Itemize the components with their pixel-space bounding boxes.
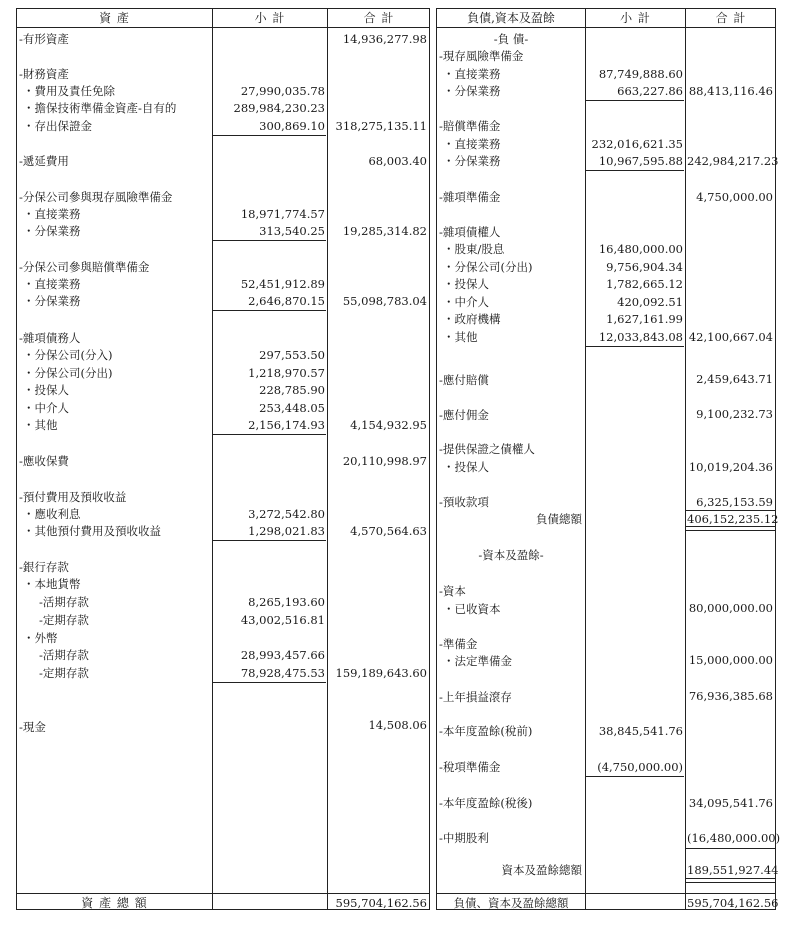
creditors-item-label: ・政府機構 [443,312,501,326]
unexpired-total: 88,413,116.46 [688,84,773,98]
creditors-item-label: ・股東/股息 [443,242,505,256]
reins-unexpired-label: -分保公司參與現存風險準備金 [19,190,173,204]
reins-claims-item-sub: 52,451,912.89 [240,277,325,291]
bank-item-label: -活期存款 [39,595,89,609]
dividend-label: -中期股利 [439,831,489,845]
header-total: 合 計 [363,11,395,25]
capital-item-label: ・已收資本 [443,602,501,616]
liabilities-title: -負 債- [493,32,529,46]
reins-unexpired-item-label: ・直接業務 [23,207,81,221]
creditors-item-sub: 1,782,665.12 [606,277,683,291]
debtors-item-sub: 297,553.50 [259,348,325,362]
bank-item-label: -定期存款 [39,613,89,627]
capital-label: -資本 [439,584,466,598]
creditors-item-label: ・其他 [443,330,478,344]
prepaid-item-sub: 1,298,021.83 [248,524,325,538]
financial-total: 318,275,135.11 [335,119,427,133]
financial-item-label: ・存出保證金 [23,119,92,133]
capital-total-label: 資本及盈餘總額 [501,863,582,877]
bank-item-label: -活期存款 [39,648,89,662]
prepaid-label: -預付費用及預收收益 [19,490,127,504]
creditors-total: 42,100,667.04 [688,330,773,344]
retained-label: -上年損益滾存 [439,690,512,704]
debtors-item-label: ・分保公司(分入) [23,348,113,362]
balance-sheet [16,8,781,910]
capital-total: 80,000,000.00 [688,601,773,615]
prepaid-item-label: ・其他預付費用及預收收益 [23,524,161,538]
unexpired-item-label: ・直接業務 [443,67,501,81]
debtors-item-label: ・投保人 [23,383,69,397]
debtors-item-label: ・分保公司(分出) [23,366,113,380]
reins-unexpired-item-sub: 18,971,774.57 [240,207,325,221]
header-subtotal: 小 計 [620,11,651,25]
unexpired-item-sub: 87,749,888.60 [598,67,683,81]
cash-total: 14,508.06 [368,718,427,732]
misc-reserve-label: -雜項準備金 [439,190,501,204]
advance-total: 6,325,153.59 [696,495,773,509]
reserve-item-label: ・法定準備金 [443,654,512,668]
financial-label: -財務資產 [19,67,69,81]
bank-total: 159,189,643.60 [335,666,427,680]
claims-payable-total: 2,459,643.71 [696,372,773,386]
capital-total: 189,551,927.44 [687,863,779,877]
header-liabilities: 負債,資本及盈餘 [467,11,555,25]
claims-item-label: ・分保業務 [443,154,501,168]
debtors-item-sub: 1,218,970.57 [248,366,325,380]
advance-label: -預收款項 [439,495,489,509]
premiums-total: 20,110,998.97 [342,454,427,468]
prepaid-item-label: ・應收利息 [23,507,81,521]
misc-reserve-total: 4,750,000.00 [696,190,773,204]
unexpired-label: -現存風險準備金 [439,49,524,63]
liabilities-table [436,8,781,910]
reins-unexpired-item-sub: 313,540.25 [259,224,325,238]
bank-item-label: -定期存款 [39,666,89,680]
bank-label: -銀行存款 [19,560,69,574]
reserve-total: 15,000,000.00 [688,653,773,667]
liabilities-grand-total: 595,704,162.56 [687,896,779,910]
reins-claims-item-sub: 2,646,870.15 [248,294,325,308]
debtors-item-sub: 253,448.05 [259,401,325,415]
financial-item-sub: 289,984,230.23 [233,101,325,115]
guarantee-label: -提供保證之債權人 [439,442,535,456]
reins-claims-label: -分保公司參與賠償準備金 [19,260,150,274]
prepaid-total: 4,570,564.63 [350,524,427,538]
reserve-label: -準備金 [439,637,478,651]
claims-payable-label: -應付賠償 [439,373,489,387]
liabilities-total-label: 負債總額 [536,512,582,526]
commission-label: -應付佣金 [439,408,489,422]
header-subtotal: 小 計 [254,11,286,25]
header-total: 合 計 [715,11,747,25]
creditors-item-label: ・中介人 [443,295,489,309]
guarantee-total: 10,019,204.36 [688,460,773,474]
tangible-label: -有形資產 [19,32,69,46]
cash-label: -現金 [19,720,46,734]
profit-post-label: -本年度盈餘(稅後) [439,796,533,810]
creditors-item-sub: 1,627,161.99 [606,312,683,326]
liabilities-total: 406,152,235.12 [687,512,779,526]
retained-total: 76,936,385.68 [688,689,773,703]
creditors-item-label: ・投保人 [443,277,489,291]
profit-pre-label: -本年度盈餘(稅前) [439,724,533,738]
creditors-item-label: ・分保公司(分出) [443,260,533,274]
assets-grand-total: 595,704,162.56 [335,896,427,910]
creditors-item-sub: 16,480,000.00 [598,242,683,256]
tax-label: -稅項準備金 [439,760,501,774]
claims-label: -賠償準備金 [439,119,501,133]
profit-post-total: 34,095,541.76 [688,796,773,810]
unexpired-item-label: ・分保業務 [443,84,501,98]
reins-claims-item-label: ・分保業務 [23,294,81,308]
claims-item-label: ・直接業務 [443,137,501,151]
debtors-total: 4,154,932.95 [350,418,427,432]
financial-item-label: ・費用及責任免除 [23,84,115,98]
debtors-item-sub: 228,785.90 [259,383,325,397]
reins-unexpired-item-label: ・分保業務 [23,224,81,238]
guarantee-item-label: ・投保人 [443,460,489,474]
bank-local-label: ・本地貨幣 [23,577,81,591]
claims-item-sub: 10,967,595.88 [598,154,683,168]
profit-pre-sub: 38,845,541.76 [598,724,683,738]
debtors-item-label: ・其他 [23,418,58,432]
header-assets: 資 產 [99,11,130,25]
creditors-item-sub: 12,033,843.08 [598,330,683,344]
bank-item-sub: 28,993,457.66 [240,648,325,662]
tangible-total: 14,936,277.98 [342,32,427,46]
bank-item-sub: 8,265,193.60 [248,595,325,609]
debtors-item-sub: 2,156,174.93 [248,418,325,432]
assets-grand-label: 資 產 總 額 [81,896,148,910]
reins-claims-total: 55,098,783.04 [342,294,427,308]
bank-foreign-label: ・外幣 [23,631,58,645]
creditors-item-sub: 9,756,904.34 [606,260,683,274]
reins-claims-item-label: ・直接業務 [23,277,81,291]
dividend-total: (16,480,000.00) [687,831,781,845]
commission-total: 9,100,232.73 [696,407,773,421]
debtors-label: -雜項債務人 [19,331,81,345]
liabilities-grand-label: 負債、資本及盈餘總額 [453,896,569,910]
creditors-label: -雜項債權人 [439,225,501,239]
debtors-item-label: ・中介人 [23,401,69,415]
claims-total: 242,984,217.23 [687,154,779,168]
financial-item-sub: 27,990,035.78 [240,84,325,98]
capital-title: -資本及盈餘- [478,548,544,562]
bank-item-sub: 43,002,516.81 [240,613,325,627]
deferred-total: 68,003.40 [368,154,427,168]
creditors-item-sub: 420,092.51 [617,295,683,309]
premiums-label: -應收保費 [19,454,69,468]
tax-sub: (4,750,000.00) [597,760,683,774]
deferred-label: -遞延費用 [19,154,69,168]
financial-item-label: ・擔保技術準備金資產-自有的 [23,101,177,115]
financial-item-sub: 300,869.10 [259,119,325,133]
claims-item-sub: 232,016,621.35 [591,137,683,151]
reins-unexpired-total: 19,285,314.82 [342,224,427,238]
unexpired-item-sub: 663,227.86 [617,84,683,98]
prepaid-item-sub: 3,272,542.80 [248,507,325,521]
bank-item-sub: 78,928,475.53 [240,666,325,680]
assets-table [16,8,430,910]
